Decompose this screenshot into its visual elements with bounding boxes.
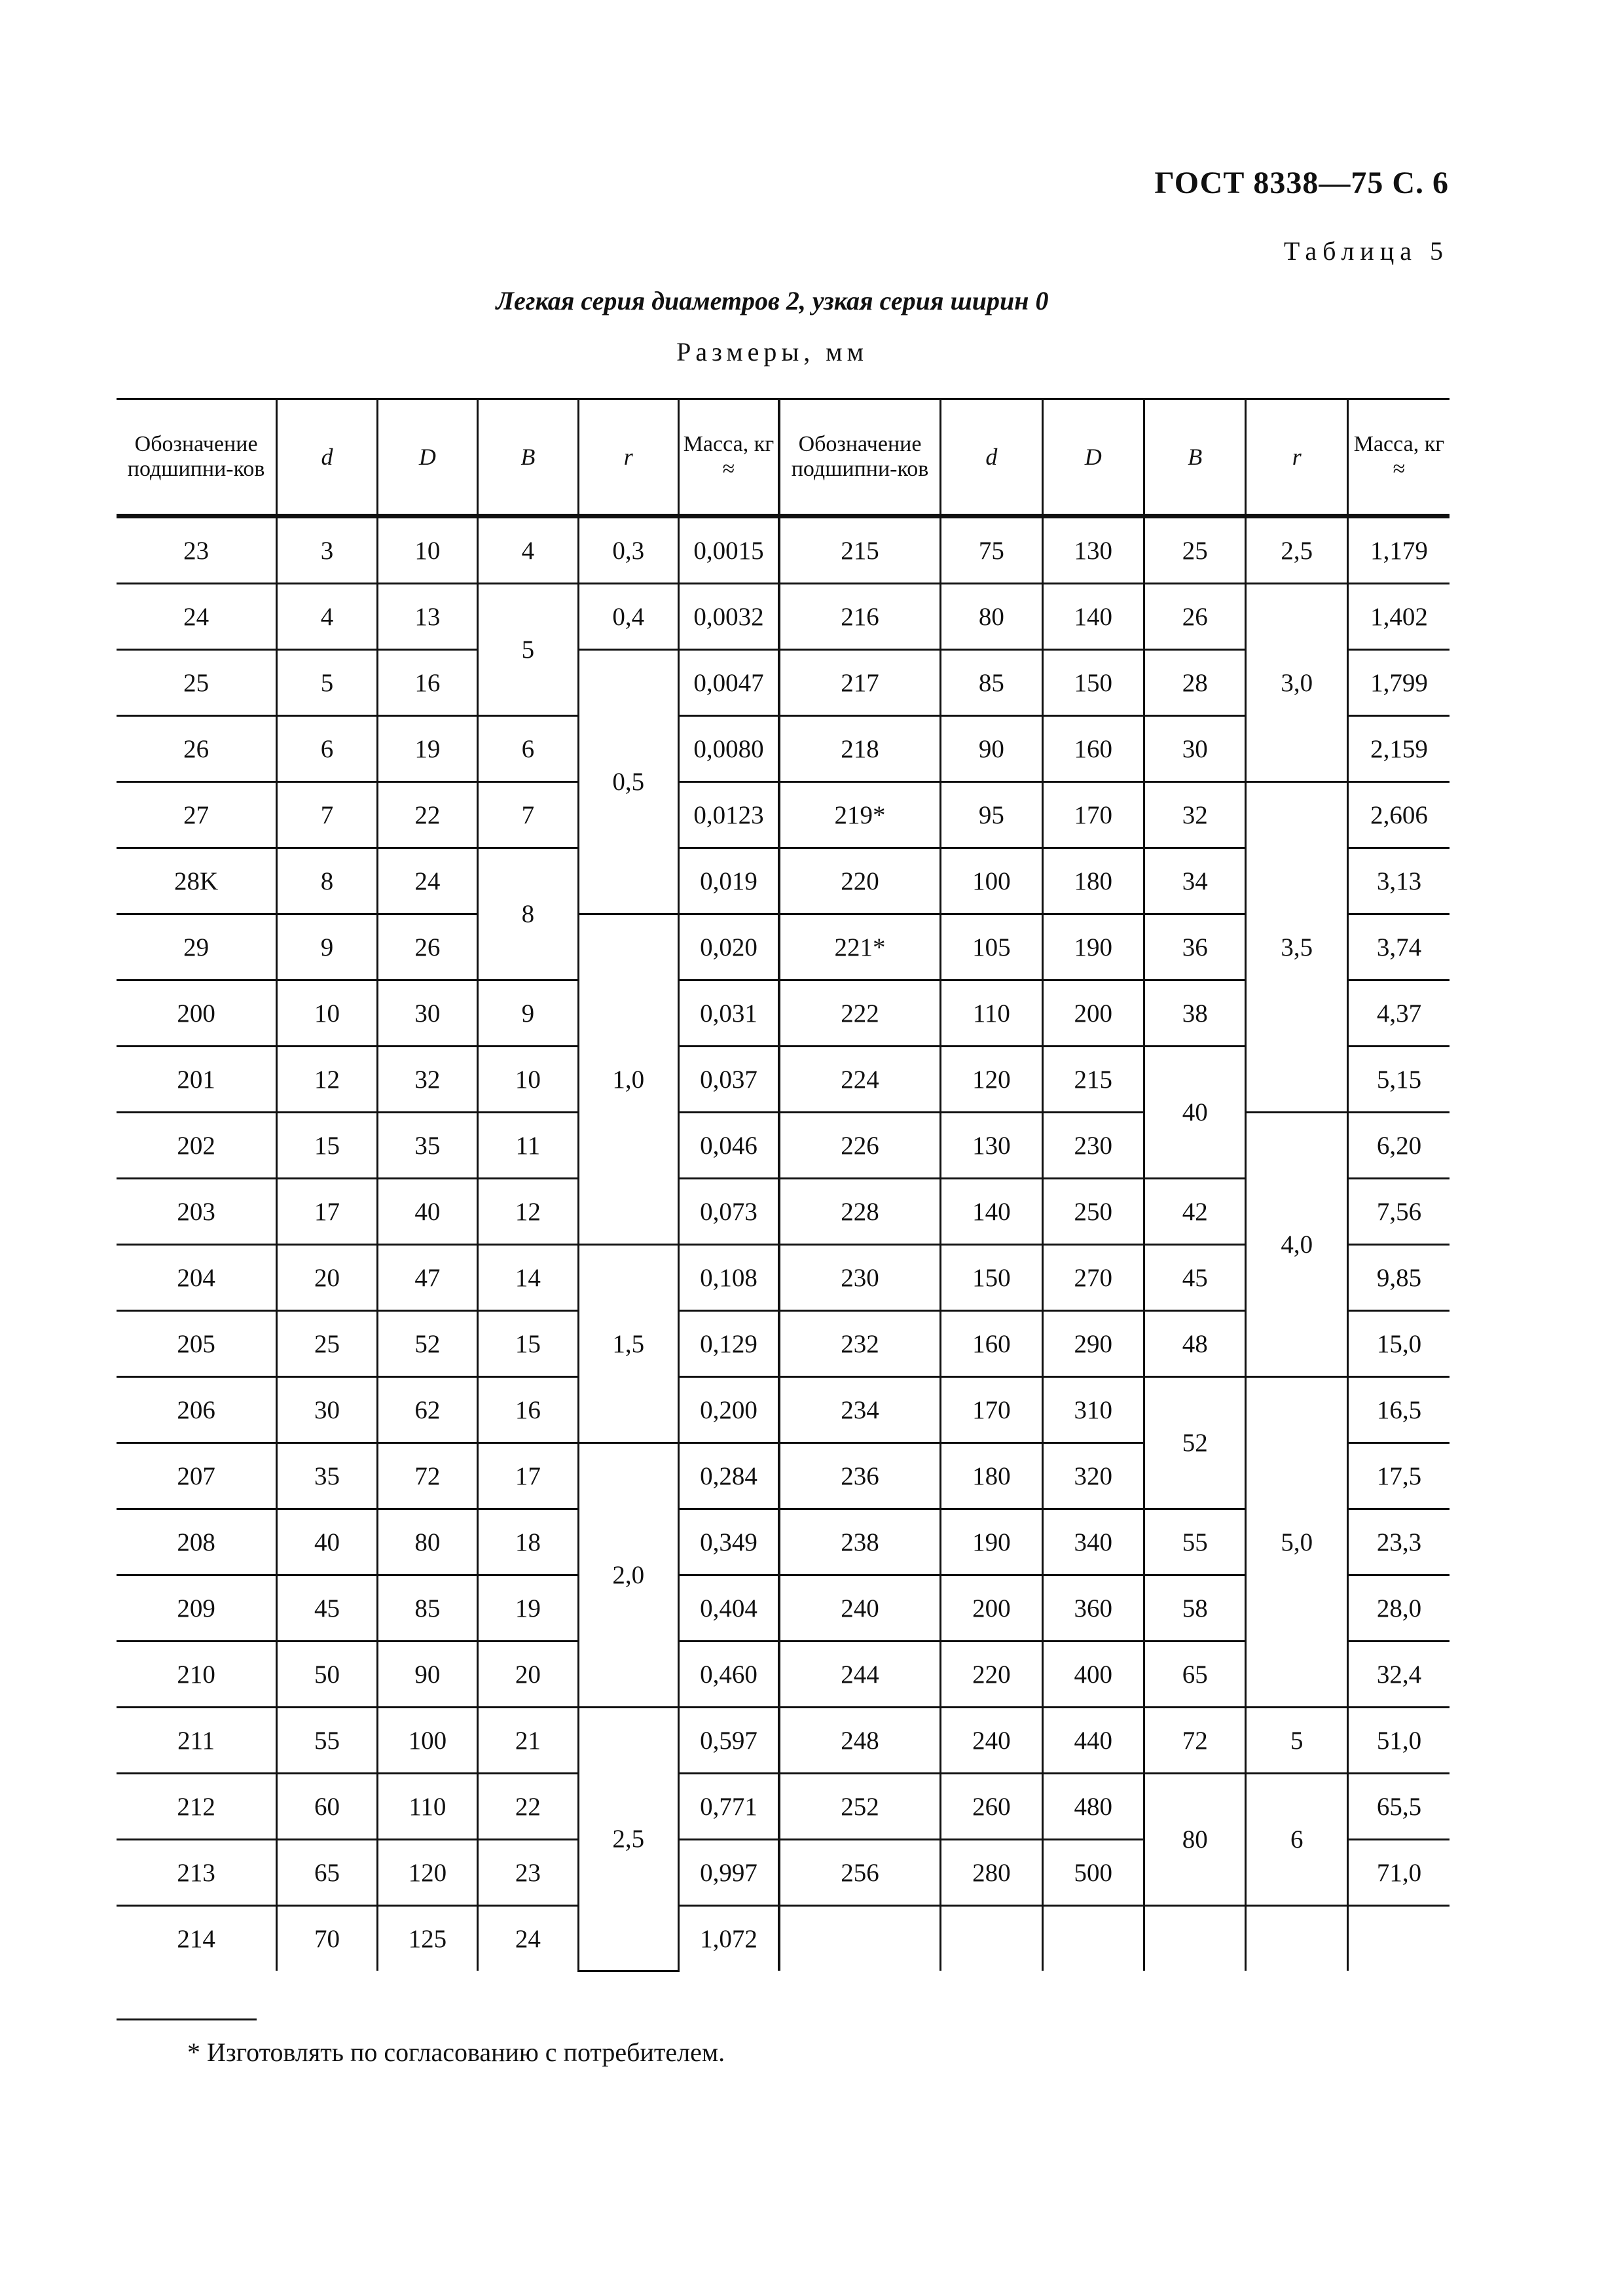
cell-B: 28 [1144, 650, 1246, 716]
table-row [117, 1906, 1450, 1971]
cell-mass: 0,129 [678, 1311, 778, 1377]
cell-empty [1144, 1906, 1246, 1971]
cell-B: 21 [478, 1708, 578, 1774]
cell-B: 80 [1144, 1774, 1246, 1906]
col-header-mass: Масса, кг ≈ [678, 399, 778, 516]
cell-B: 22 [478, 1774, 578, 1840]
cell-designation: 24 [117, 584, 277, 650]
cell-designation: 26 [117, 716, 277, 782]
cell-d: 12 [277, 1047, 377, 1113]
cell-D: 500 [1042, 1840, 1144, 1906]
cell-mass: 6,20 [1347, 1113, 1450, 1179]
cell-D: 52 [377, 1311, 477, 1377]
cell-d: 180 [941, 1443, 1042, 1509]
cell-designation: 213 [117, 1840, 277, 1906]
cell-d: 30 [277, 1377, 377, 1443]
cell-B: 45 [1144, 1245, 1246, 1311]
cell-d: 140 [941, 1179, 1042, 1245]
cell-D: 85 [377, 1575, 477, 1641]
cell-D: 62 [377, 1377, 477, 1443]
cell-D: 200 [1042, 980, 1144, 1047]
cell-d: 80 [941, 584, 1042, 650]
cell-designation: 209 [117, 1575, 277, 1641]
cell-designation: 224 [779, 1047, 941, 1113]
table-row [117, 1708, 1450, 1774]
cell-B: 42 [1144, 1179, 1246, 1245]
cell-d: 70 [277, 1906, 377, 1971]
cell-designation: 216 [779, 584, 941, 650]
cell-r: 2,0 [578, 1443, 678, 1708]
cell-designation: 252 [779, 1774, 941, 1840]
cell-designation: 248 [779, 1708, 941, 1774]
cell-d: 50 [277, 1641, 377, 1708]
cell-mass: 0,200 [678, 1377, 778, 1443]
cell-B: 7 [478, 782, 578, 848]
cell-B: 25 [1144, 516, 1246, 584]
cell-r: 1,5 [578, 1245, 678, 1443]
cell-d: 95 [941, 782, 1042, 848]
cell-d: 55 [277, 1708, 377, 1774]
cell-B: 32 [1144, 782, 1246, 848]
cell-B: 16 [478, 1377, 578, 1443]
col-header-designation-2: Обозначение подшипни-ков [779, 399, 941, 516]
units-label [0, 336, 1623, 367]
footnote-divider [117, 2018, 257, 2020]
cell-designation: 219* [779, 782, 941, 848]
units-text: Размеры, мм [676, 337, 868, 367]
cell-B: 5 [478, 584, 578, 716]
cell-designation: 226 [779, 1113, 941, 1179]
cell-B: 8 [478, 848, 578, 980]
table-header-row [117, 399, 1450, 516]
cell-mass: 0,349 [678, 1509, 778, 1575]
cell-d: 120 [941, 1047, 1042, 1113]
cell-B: 14 [478, 1245, 578, 1311]
cell-designation: 23 [117, 516, 277, 584]
cell-designation: 204 [117, 1245, 277, 1311]
cell-mass: 0,037 [678, 1047, 778, 1113]
cell-B: 9 [478, 980, 578, 1047]
cell-mass: 1,799 [1347, 650, 1450, 716]
cell-designation: 234 [779, 1377, 941, 1443]
cell-B: 38 [1144, 980, 1246, 1047]
cell-mass: 0,108 [678, 1245, 778, 1311]
cell-B: 4 [478, 516, 578, 584]
cell-r: 2,5 [1246, 516, 1347, 584]
cell-designation: 202 [117, 1113, 277, 1179]
table-title [0, 285, 1623, 316]
cell-mass: 0,0015 [678, 516, 778, 584]
cell-B: 34 [1144, 848, 1246, 914]
cell-mass: 0,0032 [678, 584, 778, 650]
cell-B: 18 [478, 1509, 578, 1575]
cell-empty [941, 1906, 1042, 1971]
cell-D: 270 [1042, 1245, 1144, 1311]
cell-D: 360 [1042, 1575, 1144, 1641]
cell-designation: 206 [117, 1377, 277, 1443]
cell-D: 40 [377, 1179, 477, 1245]
cell-designation: 201 [117, 1047, 277, 1113]
cell-B: 12 [478, 1179, 578, 1245]
cell-D: 100 [377, 1708, 477, 1774]
cell-r: 2,5 [578, 1708, 678, 1971]
cell-D: 19 [377, 716, 477, 782]
cell-designation: 230 [779, 1245, 941, 1311]
cell-D: 340 [1042, 1509, 1144, 1575]
cell-mass: 2,159 [1347, 716, 1450, 782]
page-header: ГОСТ 8338—75 С. 6 [1154, 166, 1449, 200]
cell-D: 125 [377, 1906, 477, 1971]
cell-mass: 3,74 [1347, 914, 1450, 980]
cell-mass: 7,56 [1347, 1179, 1450, 1245]
cell-D: 80 [377, 1509, 477, 1575]
cell-mass: 23,3 [1347, 1509, 1450, 1575]
cell-B: 58 [1144, 1575, 1246, 1641]
cell-mass: 0,460 [678, 1641, 778, 1708]
cell-d: 170 [941, 1377, 1042, 1443]
cell-D: 72 [377, 1443, 477, 1509]
table-row [117, 1113, 1450, 1179]
cell-B: 26 [1144, 584, 1246, 650]
col-header-designation: Обозначение подшипни-ков [117, 399, 277, 516]
cell-D: 230 [1042, 1113, 1144, 1179]
col-header-r-2: r [1246, 399, 1347, 516]
cell-designation: 29 [117, 914, 277, 980]
cell-d: 110 [941, 980, 1042, 1047]
table-number: Таблица 5 [1283, 236, 1449, 266]
cell-r: 0,3 [578, 516, 678, 584]
cell-mass: 1,072 [678, 1906, 778, 1971]
cell-d: 20 [277, 1245, 377, 1311]
cell-designation: 217 [779, 650, 941, 716]
cell-D: 30 [377, 980, 477, 1047]
cell-B: 36 [1144, 914, 1246, 980]
cell-B: 52 [1144, 1377, 1246, 1509]
col-header-D-2: D [1042, 399, 1144, 516]
cell-d: 7 [277, 782, 377, 848]
cell-mass: 0,997 [678, 1840, 778, 1906]
cell-B: 17 [478, 1443, 578, 1509]
cell-designation: 207 [117, 1443, 277, 1509]
cell-designation: 256 [779, 1840, 941, 1906]
cell-mass: 0,020 [678, 914, 778, 980]
cell-d: 5 [277, 650, 377, 716]
cell-B: 6 [478, 716, 578, 782]
cell-r: 0,5 [578, 650, 678, 914]
cell-d: 130 [941, 1113, 1042, 1179]
cell-mass: 28,0 [1347, 1575, 1450, 1641]
col-header-D: D [377, 399, 477, 516]
cell-designation: 205 [117, 1311, 277, 1377]
cell-mass: 0,019 [678, 848, 778, 914]
cell-mass: 0,284 [678, 1443, 778, 1509]
cell-empty [1246, 1906, 1347, 1971]
cell-mass: 2,606 [1347, 782, 1450, 848]
cell-d: 190 [941, 1509, 1042, 1575]
cell-B: 72 [1144, 1708, 1246, 1774]
cell-r: 5 [1246, 1708, 1347, 1774]
cell-designation: 220 [779, 848, 941, 914]
cell-mass: 15,0 [1347, 1311, 1450, 1377]
cell-D: 400 [1042, 1641, 1144, 1708]
cell-d: 8 [277, 848, 377, 914]
cell-mass: 5,15 [1347, 1047, 1450, 1113]
cell-mass: 0,404 [678, 1575, 778, 1641]
cell-mass: 0,0123 [678, 782, 778, 848]
cell-designation: 27 [117, 782, 277, 848]
dimensions-table [117, 398, 1450, 1972]
cell-B: 20 [478, 1641, 578, 1708]
table-row [117, 516, 1450, 584]
cell-D: 250 [1042, 1179, 1144, 1245]
cell-D: 440 [1042, 1708, 1144, 1774]
col-header-B-2: B [1144, 399, 1246, 516]
cell-mass: 16,5 [1347, 1377, 1450, 1443]
cell-d: 90 [941, 716, 1042, 782]
cell-B: 24 [478, 1906, 578, 1971]
cell-d: 65 [277, 1840, 377, 1906]
cell-empty [1347, 1906, 1450, 1971]
cell-designation: 222 [779, 980, 941, 1047]
cell-r: 4,0 [1246, 1113, 1347, 1377]
cell-mass: 1,179 [1347, 516, 1450, 584]
table-row [117, 1774, 1450, 1840]
cell-d: 220 [941, 1641, 1042, 1708]
cell-mass: 3,13 [1347, 848, 1450, 914]
table-row [117, 584, 1450, 650]
cell-d: 100 [941, 848, 1042, 914]
cell-mass: 0,771 [678, 1774, 778, 1840]
cell-d: 40 [277, 1509, 377, 1575]
cell-r: 3,0 [1246, 584, 1347, 782]
cell-d: 35 [277, 1443, 377, 1509]
cell-empty [1042, 1906, 1144, 1971]
cell-D: 32 [377, 1047, 477, 1113]
cell-D: 13 [377, 584, 477, 650]
cell-r: 6 [1246, 1774, 1347, 1906]
cell-d: 10 [277, 980, 377, 1047]
cell-empty [779, 1906, 941, 1971]
cell-mass: 0,046 [678, 1113, 778, 1179]
col-header-d-2: d [941, 399, 1042, 516]
cell-designation: 215 [779, 516, 941, 584]
cell-D: 215 [1042, 1047, 1144, 1113]
cell-D: 290 [1042, 1311, 1144, 1377]
cell-d: 150 [941, 1245, 1042, 1311]
cell-designation: 25 [117, 650, 277, 716]
cell-d: 105 [941, 914, 1042, 980]
cell-designation: 211 [117, 1708, 277, 1774]
cell-r: 0,4 [578, 584, 678, 650]
cell-d: 75 [941, 516, 1042, 584]
cell-d: 280 [941, 1840, 1042, 1906]
cell-designation: 203 [117, 1179, 277, 1245]
cell-D: 10 [377, 516, 477, 584]
cell-designation: 228 [779, 1179, 941, 1245]
cell-designation: 236 [779, 1443, 941, 1509]
cell-mass: 51,0 [1347, 1708, 1450, 1774]
cell-designation: 212 [117, 1774, 277, 1840]
col-header-B: B [478, 399, 578, 516]
cell-designation: 208 [117, 1509, 277, 1575]
footnote: * Изготовлять по согласованию с потребителем. [187, 2037, 725, 2067]
cell-D: 130 [1042, 516, 1144, 584]
cell-d: 260 [941, 1774, 1042, 1840]
cell-B: 23 [478, 1840, 578, 1906]
cell-mass: 9,85 [1347, 1245, 1450, 1311]
cell-mass: 0,597 [678, 1708, 778, 1774]
cell-D: 480 [1042, 1774, 1144, 1840]
cell-D: 90 [377, 1641, 477, 1708]
cell-r: 3,5 [1246, 782, 1347, 1113]
cell-d: 85 [941, 650, 1042, 716]
cell-D: 320 [1042, 1443, 1144, 1509]
cell-D: 120 [377, 1840, 477, 1906]
cell-designation: 221* [779, 914, 941, 980]
cell-mass: 65,5 [1347, 1774, 1450, 1840]
table-row [117, 782, 1450, 848]
cell-D: 170 [1042, 782, 1144, 848]
cell-d: 9 [277, 914, 377, 980]
cell-D: 16 [377, 650, 477, 716]
cell-designation: 28K [117, 848, 277, 914]
cell-d: 17 [277, 1179, 377, 1245]
table-row [117, 1377, 1450, 1443]
cell-D: 190 [1042, 914, 1144, 980]
cell-mass: 0,0080 [678, 716, 778, 782]
col-header-mass-2: Масса, кг ≈ [1347, 399, 1450, 516]
cell-d: 160 [941, 1311, 1042, 1377]
cell-D: 180 [1042, 848, 1144, 914]
cell-designation: 214 [117, 1906, 277, 1971]
cell-designation: 218 [779, 716, 941, 782]
col-header-d: d [277, 399, 377, 516]
cell-designation: 244 [779, 1641, 941, 1708]
cell-D: 26 [377, 914, 477, 980]
cell-d: 60 [277, 1774, 377, 1840]
cell-d: 15 [277, 1113, 377, 1179]
cell-B: 65 [1144, 1641, 1246, 1708]
cell-designation: 238 [779, 1509, 941, 1575]
cell-B: 15 [478, 1311, 578, 1377]
cell-mass: 4,37 [1347, 980, 1450, 1047]
table-title-text: Легкая серия диаметров 2, узкая серия ширин 0 [496, 286, 1049, 315]
cell-d: 25 [277, 1311, 377, 1377]
cell-D: 310 [1042, 1377, 1144, 1443]
col-header-r: r [578, 399, 678, 516]
cell-mass: 17,5 [1347, 1443, 1450, 1509]
cell-mass: 0,031 [678, 980, 778, 1047]
cell-D: 140 [1042, 584, 1144, 650]
cell-D: 22 [377, 782, 477, 848]
cell-d: 200 [941, 1575, 1042, 1641]
cell-r: 5,0 [1246, 1377, 1347, 1708]
cell-mass: 0,0047 [678, 650, 778, 716]
cell-d: 3 [277, 516, 377, 584]
cell-d: 45 [277, 1575, 377, 1641]
cell-D: 47 [377, 1245, 477, 1311]
cell-D: 160 [1042, 716, 1144, 782]
cell-d: 4 [277, 584, 377, 650]
cell-B: 48 [1144, 1311, 1246, 1377]
cell-B: 10 [478, 1047, 578, 1113]
cell-mass: 0,073 [678, 1179, 778, 1245]
cell-D: 110 [377, 1774, 477, 1840]
cell-d: 6 [277, 716, 377, 782]
cell-designation: 240 [779, 1575, 941, 1641]
cell-B: 30 [1144, 716, 1246, 782]
cell-designation: 200 [117, 980, 277, 1047]
cell-designation: 210 [117, 1641, 277, 1708]
cell-r: 1,0 [578, 914, 678, 1245]
cell-B: 40 [1144, 1047, 1246, 1179]
cell-mass: 1,402 [1347, 584, 1450, 650]
cell-D: 150 [1042, 650, 1144, 716]
cell-B: 19 [478, 1575, 578, 1641]
cell-B: 55 [1144, 1509, 1246, 1575]
cell-designation: 232 [779, 1311, 941, 1377]
cell-d: 240 [941, 1708, 1042, 1774]
cell-B: 11 [478, 1113, 578, 1179]
cell-D: 24 [377, 848, 477, 914]
cell-D: 35 [377, 1113, 477, 1179]
cell-mass: 32,4 [1347, 1641, 1450, 1708]
cell-mass: 71,0 [1347, 1840, 1450, 1906]
